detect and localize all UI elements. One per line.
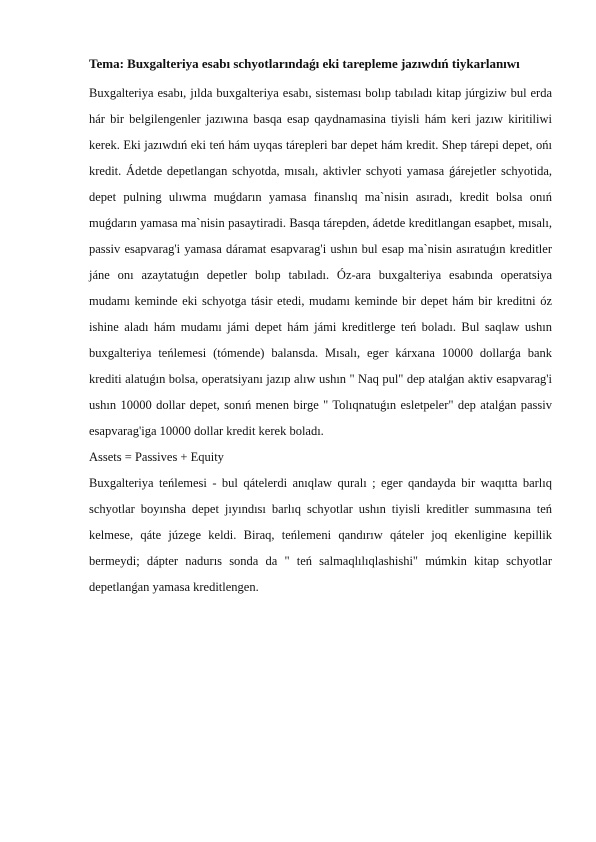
- document-page: [89, 55, 552, 600]
- document-title: Tema: Buxgalteriya esabı schyotlarındaǵı eki tarepleme jazıwdıń tiykarlanıwı: [89, 56, 520, 71]
- body-paragraph: Buxgalteriya esabı, jılda buxgalteriya esabı, sisteması bolıp tabıladı kitap júrgiziw bul erda hár bir belgilengenler jazıwına basqa esap qaydnamasina tiyisli hám keri jazıw kiritiliwi kerek. Eki jazıwdıń eki teń hám uyqas tárepleri bar depet hám kredit. Shep tárepi depet, ońı kredit. Ádetde depetlangan schyotda, mısalı, aktivler schyoti yamasa ǵárejetler schyotida, depet pulning ulıwma muǵdarın yamasa finanslıq ma`nisin asıradı, kredit bolsa onıń muǵdarın yamasa ma`nisin pasaytiradi. Basqa tárepden, ádetde kreditlangan esapbet, mısalı, passiv esapvarag'i yamasa dáramat esapvarag'i ushın bul esap ma`nisin asıratuǵın kreditler jáne onı azaytatuǵın depetler bolıp tabıladı. Óz-ara buxgalteriya esabında operatsiya mudamı keminde eki schyotga tásir etedi, mudamı keminde bir depet hám bir kreditni óz ishine aladı hám mudamı jámi depet hám jámi kreditlerge teń boladı. Bul saqlaw ushın buxgalteriya teńlemesi (tómende) balansda. Mısalı, eger kárxana 10000 dollarǵa bank krediti alatuǵın bolsa, operatsiyanı jazıp alıw ushın " Naq pul" dep atalǵan aktiv esapvarag'i ushın 10000 dollar depet, sonıń menen birge " Tolıqnatuǵın esletpeler" dep atalǵan passiv esapvarag'iga 10000 dollar kredit kerek boladı.: [89, 86, 552, 438]
- accounting-equation: Assets = Passives + Equity: [89, 450, 224, 464]
- closing-paragraph: Buxgalteriya teńlemesi - bul qátelerdi anıqlaw quralı ; eger qandayda bir waqıtta barlıq schyotlar boyınsha depet jıyındısı barlıq schyotlar ushın tiyisli kreditler summasına teń kelmese, qáte júzege keldi. Biraq, teńlemeni qandırıw qáteler joq ekenligine kepillik bermeydi; dápter nadurıs sonda da " teń salmaqlılıqlashishi" múmkin kitap schyotlar depetlanǵan yamasa kreditlengen.: [89, 476, 552, 594]
